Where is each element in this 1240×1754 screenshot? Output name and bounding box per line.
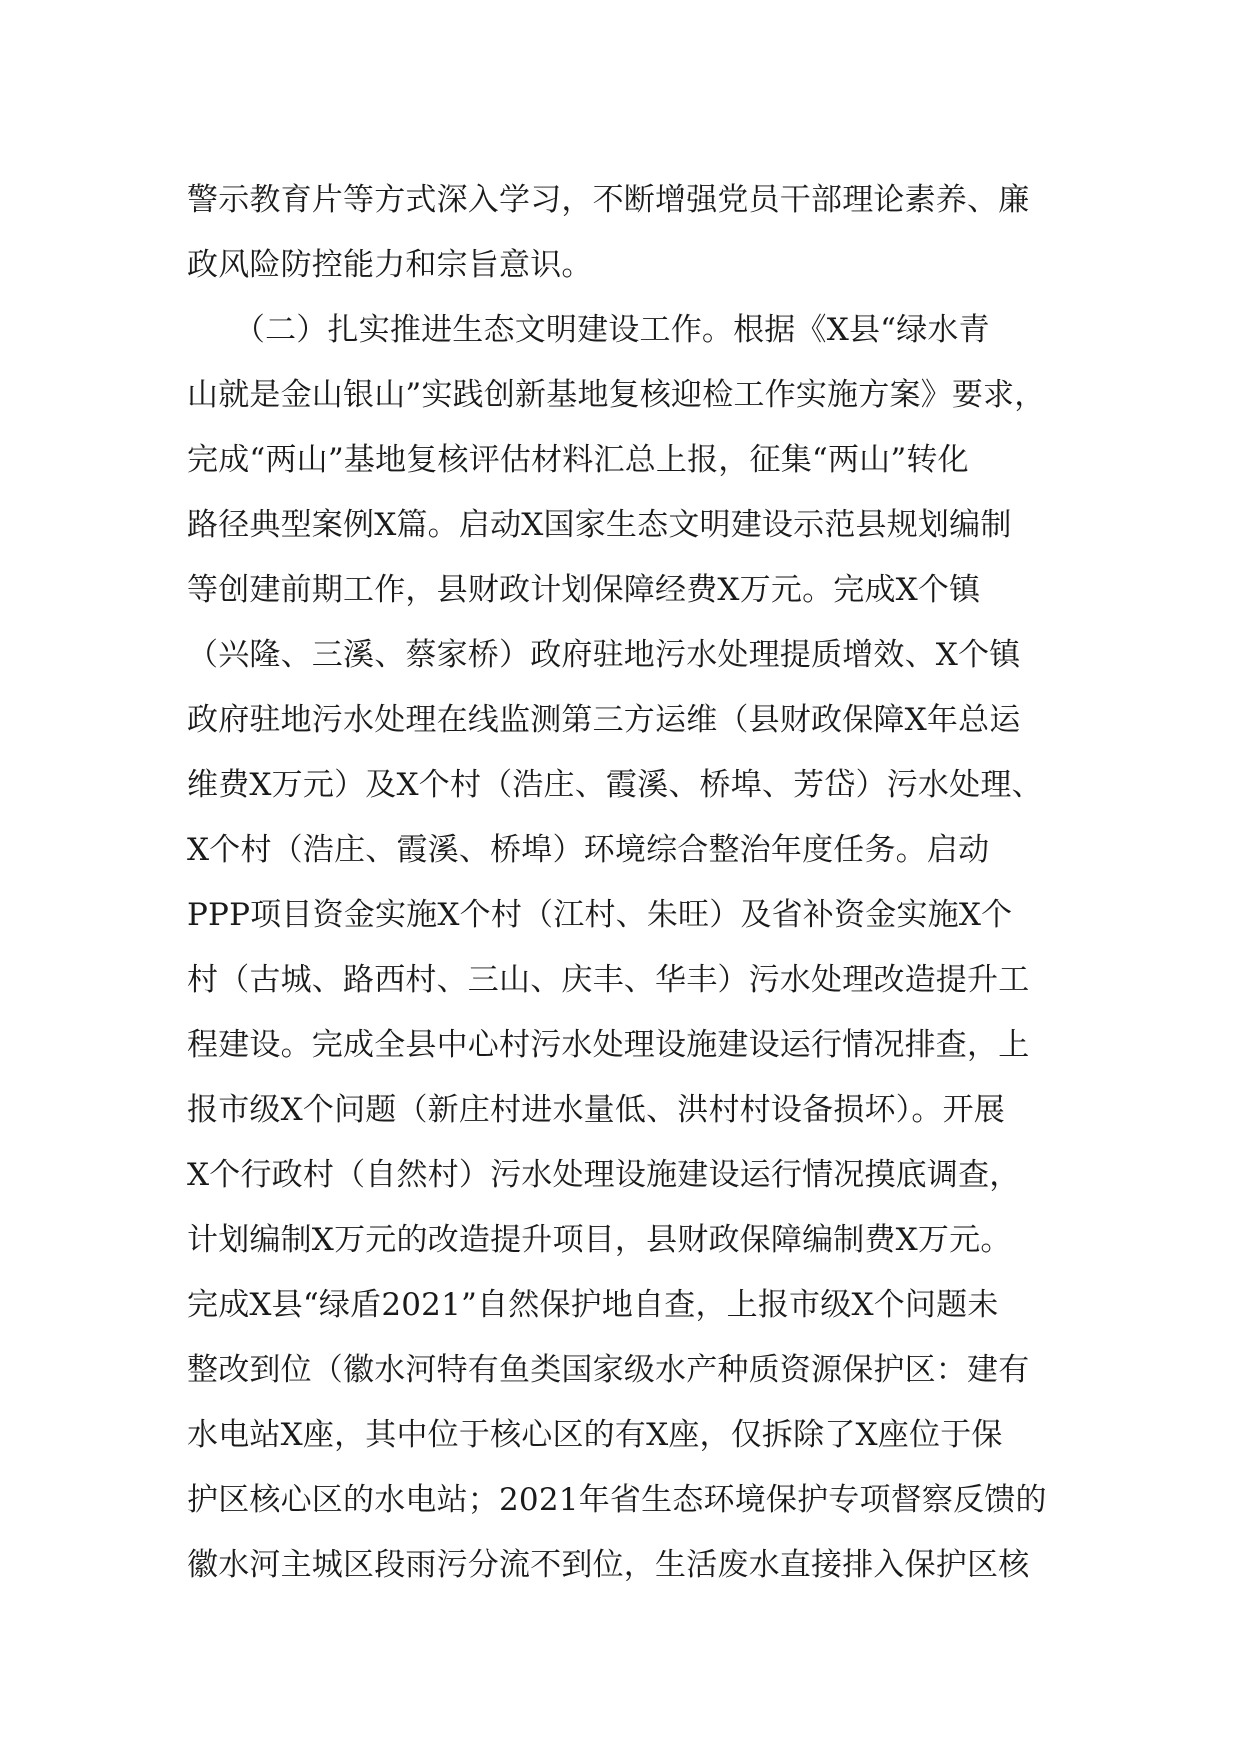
text-line: 程建设。完成全县中心村污水处理设施建设运行情况排查，上 bbox=[187, 1027, 1030, 1063]
text-line: 完成X县“绿盾2021”自然保护地自查，上报市级X个问题未 bbox=[187, 1287, 999, 1323]
body-text bbox=[187, 168, 1087, 1598]
text-line: 报市级X个问题（新庄村进水量低、洪村村设备损坏）。开展 bbox=[187, 1092, 1005, 1128]
text-line: 整改到位（徽水河特有鱼类国家级水产种质资源保护区：建有 bbox=[187, 1352, 1030, 1388]
text-line: PPP项目资金实施X个村（江村、朱旺）及省补资金实施X个 bbox=[187, 897, 1013, 933]
text-line: 水电站X座，其中位于核心区的有X座，仅拆除了X座位于保 bbox=[187, 1417, 1003, 1453]
text-line: 护区核心区的水电站；2021年省生态环境保护专项督察反馈的 bbox=[187, 1482, 1047, 1518]
text-line: 计划编制X万元的改造提升项目，县财政保障编制费X万元。 bbox=[187, 1222, 1012, 1258]
section-heading-line: （二）扎实推进生态文明建设工作。根据《X县“绿水青 bbox=[187, 312, 990, 348]
text-line: 路径典型案例X篇。启动X国家生态文明建设示范县规划编制 bbox=[187, 507, 1012, 543]
text-line: 政风险防控能力和宗旨意识。 bbox=[187, 247, 593, 283]
text-line: 警示教育片等方式深入学习，不断增强党员干部理论素养、廉 bbox=[187, 182, 1030, 218]
text-line: （兴隆、三溪、蔡家桥）政府驻地污水处理提质增效、X个镇 bbox=[187, 637, 1021, 673]
text-line: 等创建前期工作，县财政计划保障经费X万元。完成X个镇 bbox=[187, 572, 981, 608]
text-line: 徽水河主城区段雨污分流不到位，生活废水直接排入保护区核 bbox=[187, 1547, 1030, 1583]
text-line: X个村（浩庄、霞溪、桥埠）环境综合整治年度任务。启动 bbox=[187, 832, 990, 868]
text-line: 山就是金山银山”实践创新基地复核迎检工作实施方案》要求， bbox=[187, 377, 1046, 413]
text-line: 村（古城、路西村、三山、庆丰、华丰）污水处理改造提升工 bbox=[187, 962, 1030, 998]
text-line: 政府驻地污水处理在线监测第三方运维（县财政保障X年总运 bbox=[187, 702, 1021, 738]
text-line: X个行政村（自然村）污水处理设施建设运行情况摸底调查， bbox=[187, 1157, 1021, 1193]
text-line: 完成“两山”基地复核评估材料汇总上报，征集“两山”转化 bbox=[187, 442, 969, 478]
text-line: 维费X万元）及X个村（浩庄、霞溪、桥埠、芳岱）污水处理、 bbox=[187, 767, 1043, 803]
